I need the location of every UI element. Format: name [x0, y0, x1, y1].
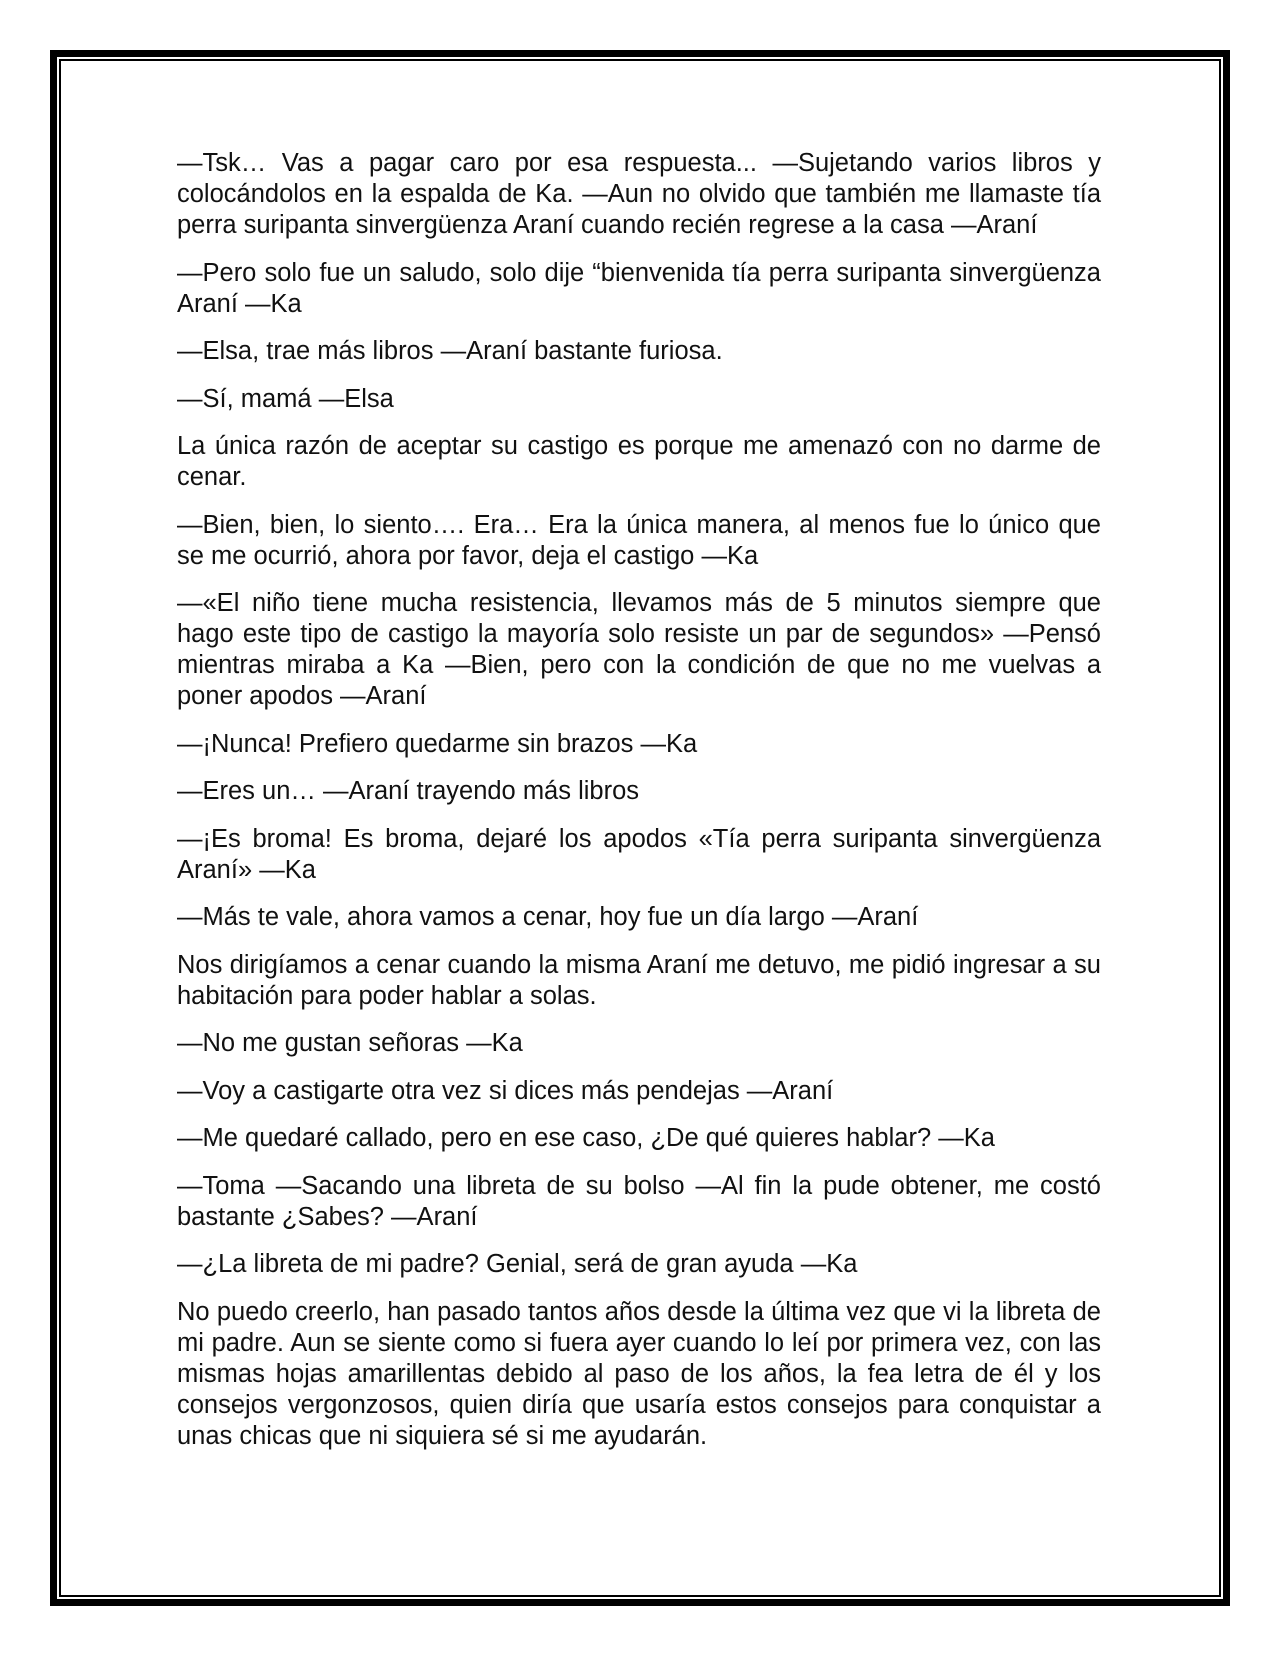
page-body	[177, 148, 1101, 1468]
paragraph: —«El niño tiene mucha resistencia, llevamos más de 5 minutos siempre que hago este tipo de castigo la mayoría solo resiste un par de segundos» —Pensó mientras miraba a Ka —Bien, pero con la condición de que no me vuelvas a poner apodos —Araní	[177, 589, 1101, 710]
paragraph: —Voy a castigarte otra vez si dices más pendejas —Araní	[177, 1076, 834, 1105]
paragraph: —Eres un… —Araní trayendo más libros	[177, 777, 640, 805]
paragraph: —Me quedaré callado, pero en ese caso, ¿De qué quieres hablar? —Ka	[177, 1124, 995, 1152]
paragraph: Nos dirigíamos a cenar cuando la misma Araní me detuvo, me pidió ingresar a su habitación para poder hablar a solas.	[177, 950, 1101, 1010]
paragraph: No puedo creerlo, han pasado tantos años desde la última vez que vi la libreta de mi padre. Aun se siente como si fuera ayer cuando lo leí por primera vez, con las mismas hojas amarillentas debido al paso de los años, la fea letra de él y los consejos vergonzosos, quien diría que usaría estos consejos para conquistar a unas chicas que ni siquiera sé si me ayudarán.	[177, 1297, 1101, 1450]
paragraph: —Más te vale, ahora vamos a cenar, hoy fue un día largo —Araní	[177, 903, 919, 931]
paragraph: —No me gustan señoras —Ka	[177, 1029, 523, 1057]
paragraph: La única razón de aceptar su castigo es porque me amenazó con no darme de cenar.	[177, 432, 1101, 491]
paragraph: —Pero solo fue un saludo, solo dije “bienvenida tía perra suripanta sinvergüenza Araní —Ka	[177, 258, 1101, 318]
paragraph: —¿La libreta de mi padre? Genial, será de gran ayuda —Ka	[177, 1250, 858, 1278]
paragraph: —¡Nunca! Prefiero quedarme sin brazos —Ka	[177, 729, 698, 758]
paragraph: —Toma —Sacando una libreta de su bolso —Al fin la pude obtener, me costó bastante ¿Sabes? —Araní	[177, 1171, 1101, 1231]
paragraph: —Bien, bien, lo siento…. Era… Era la única manera, al menos fue lo único que se me ocurrió, ahora por favor, deja el castigo —Ka	[177, 510, 1101, 570]
paragraph: —Elsa, trae más libros —Araní bastante furiosa.	[177, 337, 723, 365]
paragraph: —¡Es broma! Es broma, dejaré los apodos «Tía perra suripanta sinvergüenza Araní» —Ka	[177, 824, 1101, 884]
paragraph: —Tsk… Vas a pagar caro por esa respuesta... —Sujetando varios libros y colocándolos en la espalda de Ka. —Aun no olvido que también me llamaste tía perra suripanta sinvergüenza Araní cuando recién regrese a la casa —Araní	[177, 149, 1101, 239]
paragraph: —Sí, mamá —Elsa	[177, 384, 394, 413]
